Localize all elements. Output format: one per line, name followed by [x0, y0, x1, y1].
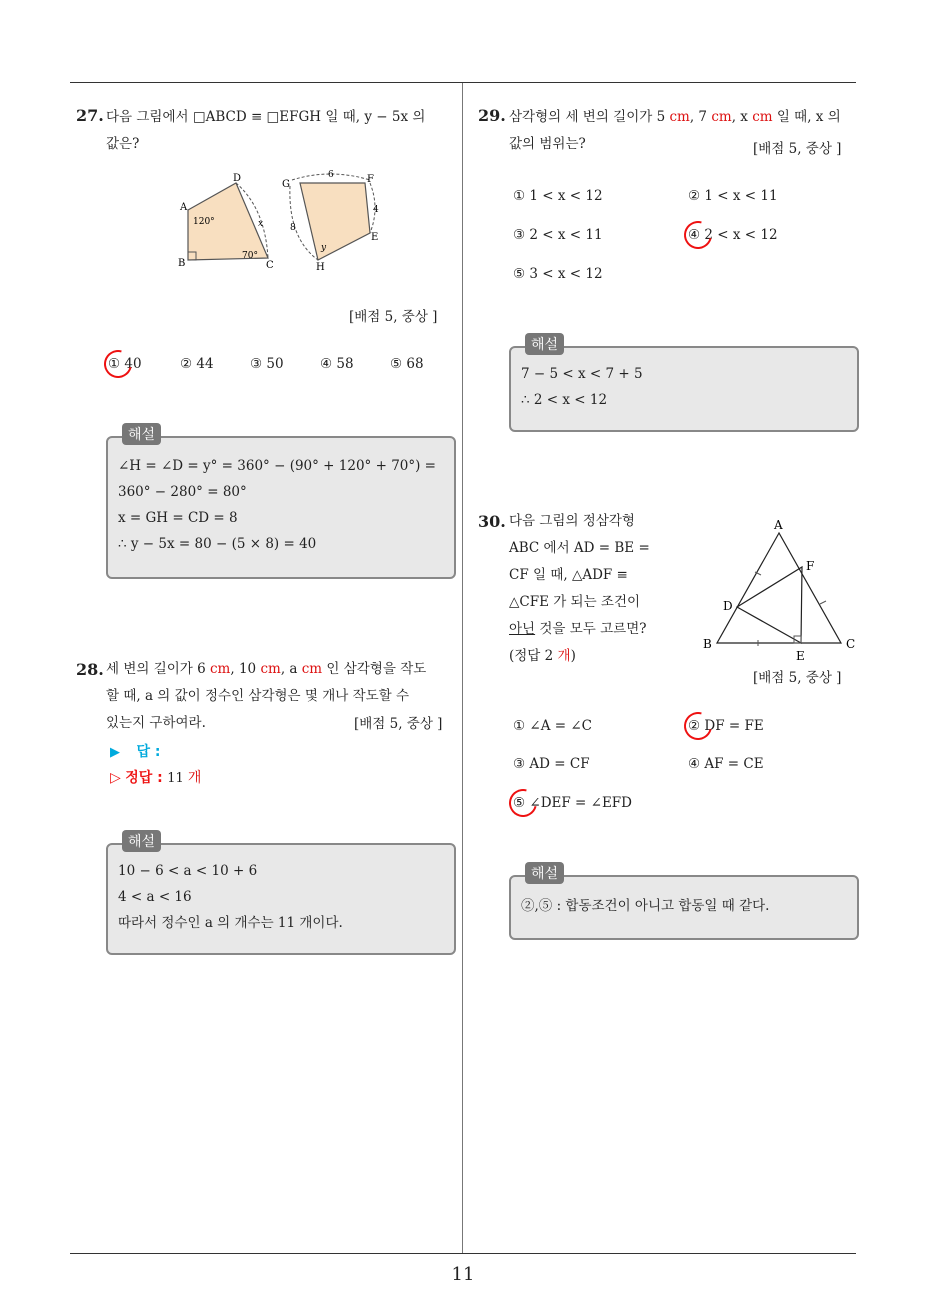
answer-row	[110, 741, 160, 761]
choice-1[interactable]: ① 1 < x < 12	[513, 188, 603, 204]
label-a: A	[774, 518, 783, 532]
question-text-line: 있는지 구하여라.	[106, 715, 206, 731]
side-y: y	[321, 243, 327, 253]
question-29	[478, 106, 506, 125]
choice-1[interactable]: ① 40	[108, 356, 142, 372]
answer-mark-circle	[504, 784, 542, 822]
score-label: [배점 5, 중상 ]	[753, 670, 842, 686]
question-text-line: 다음 그림에서 □ABCD ≡ □EFGH 일 때, y − 5x 의	[106, 109, 426, 125]
triangle-icon: ▷	[110, 770, 121, 786]
question-number: 30.	[478, 512, 506, 531]
question-text-line: CF 일 때, △ADF ≡	[509, 567, 628, 583]
side-6: 6	[328, 170, 334, 180]
label-h: H	[316, 262, 325, 273]
question-text-line: 값은?	[106, 136, 140, 152]
choice-1[interactable]: ① ∠A = ∠C	[513, 718, 592, 734]
play-icon: ▶	[110, 745, 120, 760]
choice-2[interactable]: ② 44	[180, 356, 214, 372]
question-text-line: 값의 범위는?	[509, 136, 586, 152]
solution-line: ∠H = ∠D = y° = 360° − (90° + 120° + 70°) =	[118, 458, 436, 474]
solution-tag: 해설	[525, 333, 564, 355]
solution-line: 10 − 6 < a < 10 + 6	[118, 863, 258, 879]
choice-2[interactable]: ② 1 < x < 11	[688, 188, 778, 204]
angle-120: 120°	[193, 217, 215, 227]
label-e: E	[796, 649, 805, 663]
correct-label: 정답 :	[125, 770, 163, 786]
question-text-line: 세 변의 길이가 6 cm, 10 cm, a cm 인 삼각형을 작도	[106, 661, 427, 677]
solution-line: 7 − 5 < x < 7 + 5	[521, 366, 643, 382]
solution-line: 4 < a < 16	[118, 889, 192, 905]
label-f: F	[367, 174, 374, 185]
question-30	[478, 512, 506, 531]
solution-tag: 해설	[525, 862, 564, 884]
label-c: C	[846, 637, 856, 651]
question-text-line: 삼각형의 세 변의 길이가 5 cm, 7 cm, x cm 일 때, x 의	[509, 109, 841, 125]
choice-2[interactable]: ② DF = FE	[688, 718, 764, 734]
question-text-line: 할 때, a 의 값이 정수인 삼각형은 몇 개나 작도할 수	[106, 688, 410, 704]
question-28	[76, 660, 104, 679]
score-label: [배점 5, 중상 ]	[354, 716, 443, 732]
correct-unit: 개	[187, 770, 202, 786]
side-x: x	[258, 219, 264, 229]
choice-3[interactable]: ③ 2 < x < 11	[513, 227, 603, 243]
question-text-line: ABC 에서 AD = BE =	[509, 540, 650, 556]
question-number: 27.	[76, 106, 104, 125]
question-number: 28.	[76, 660, 104, 679]
side-8: 8	[290, 223, 296, 233]
solution-line: ②,⑤ : 합동조건이 아니고 합동일 때 같다.	[521, 898, 770, 914]
solution-line: x = GH = CD = 8	[118, 510, 238, 526]
question-text-line: 아닌 것을 모두 고르면?	[509, 621, 647, 637]
question-text-line: △CFE 가 되는 조건이	[509, 594, 641, 610]
question-27-text	[106, 104, 456, 158]
question-text-line: 다음 그림의 정삼각형	[509, 513, 635, 529]
question-number: 29.	[478, 106, 506, 125]
solution-body	[118, 453, 448, 557]
choice-4[interactable]: ④ 58	[320, 356, 354, 372]
question-30-text	[509, 508, 681, 670]
choice-3[interactable]: ③ AD = CF	[513, 756, 590, 772]
question-text-line: (정답 2 개)	[509, 648, 576, 664]
bottom-rule	[70, 1253, 856, 1254]
label-d: D	[723, 599, 733, 613]
label-b: B	[178, 258, 186, 269]
solution-line: ∴ y − 5x = 80 − (5 × 8) = 40	[118, 536, 317, 552]
choice-5[interactable]: ⑤ 68	[390, 356, 424, 372]
choice-3[interactable]: ③ 50	[250, 356, 284, 372]
solution-body	[521, 361, 851, 413]
label-f: F	[806, 559, 815, 573]
solution-line: ∴ 2 < x < 12	[521, 392, 608, 408]
angle-70: 70°	[242, 251, 258, 261]
label-b: B	[703, 637, 712, 651]
answer-label: 답 :	[136, 744, 161, 760]
side-4: 4	[373, 205, 379, 215]
label-a: A	[180, 202, 188, 213]
choice-4[interactable]: ④ AF = CE	[688, 756, 764, 772]
equilateral-triangle-figure	[700, 515, 862, 663]
page-number: 11	[451, 1264, 475, 1285]
choice-5[interactable]: ⑤ ∠DEF = ∠EFD	[513, 795, 633, 811]
top-rule	[70, 82, 856, 83]
label-g: G	[282, 179, 290, 190]
answer-mark-circle	[679, 216, 717, 254]
solution-line: 360° − 280° = 80°	[118, 484, 247, 500]
solution-tag: 해설	[122, 830, 161, 852]
column-divider	[462, 83, 463, 1253]
solution-tag: 해설	[122, 423, 161, 445]
correct-answer-row	[110, 767, 201, 787]
answer-mark-circle	[99, 345, 137, 383]
label-d: D	[233, 173, 242, 184]
question-27	[76, 106, 104, 125]
solution-body	[521, 893, 851, 919]
score-label: [배점 5, 중상 ]	[349, 309, 438, 325]
answer-mark-circle	[679, 707, 717, 745]
label-c: C	[266, 260, 274, 271]
correct-value: 11	[167, 771, 188, 786]
score-label: [배점 5, 중상 ]	[753, 141, 842, 157]
label-e: E	[371, 232, 379, 243]
quadrilateral-figure	[170, 168, 390, 278]
solution-line: 따라서 정수인 a 의 개수는 11 개이다.	[118, 915, 343, 931]
solution-body	[118, 858, 448, 936]
choice-4[interactable]: ④ 2 < x < 12	[688, 227, 778, 243]
choice-5[interactable]: ⑤ 3 < x < 12	[513, 266, 603, 282]
